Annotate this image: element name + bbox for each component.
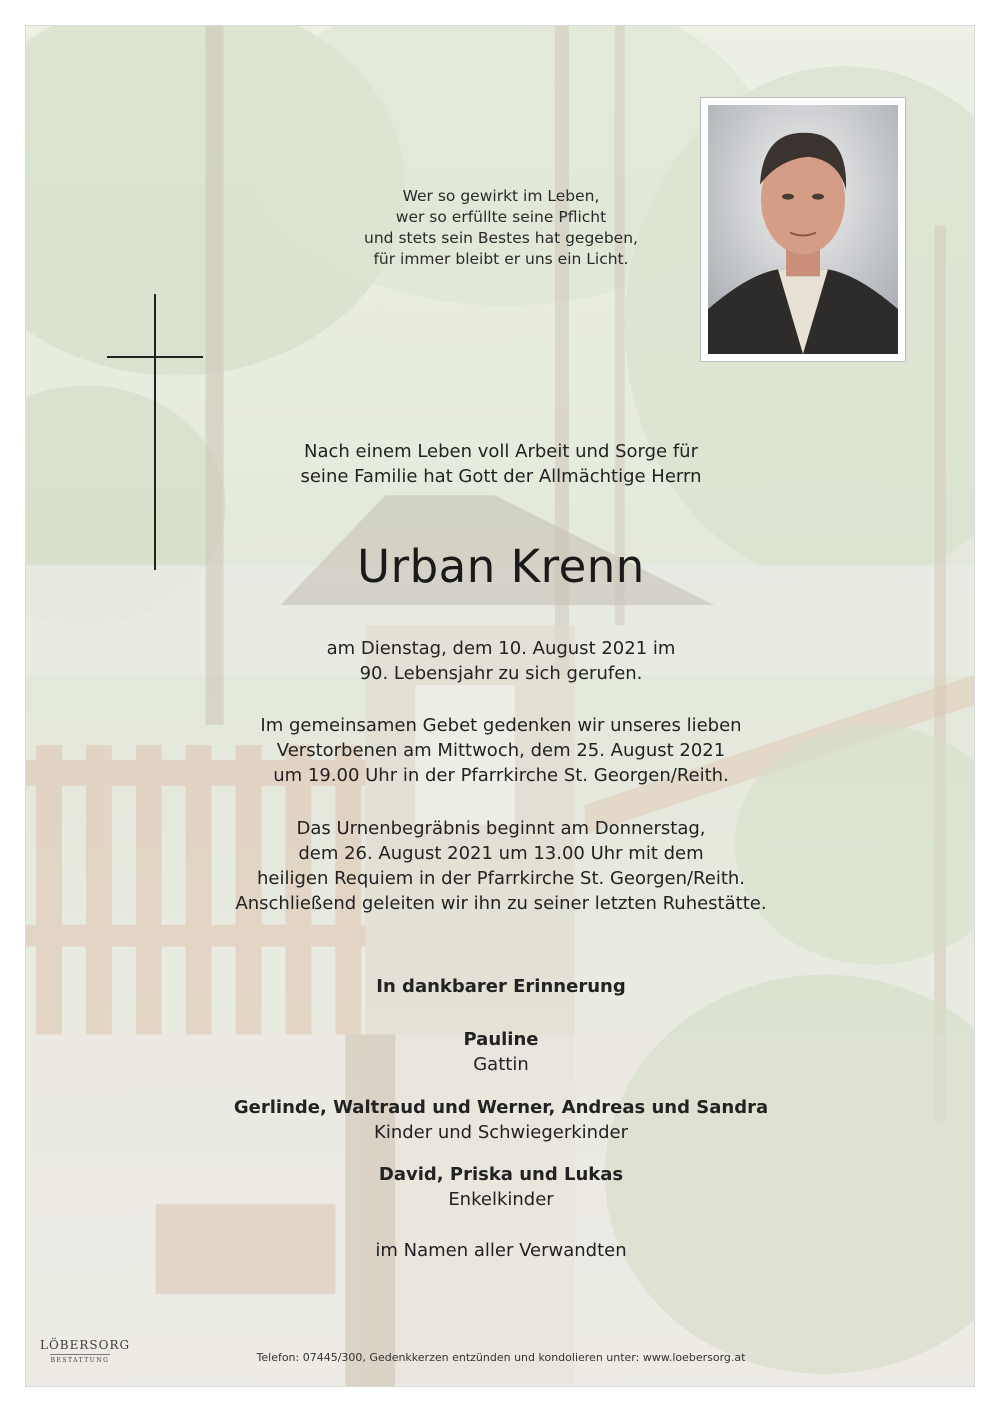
burial-line: dem 26. August 2021 um 13.00 Uhr mit dem <box>298 843 704 864</box>
logo-name: LÖBERSORG <box>40 1338 131 1352</box>
remembrance-heading: In dankbarer Erinnerung <box>376 976 626 997</box>
mourner-names: Pauline <box>463 1029 539 1050</box>
burial-notice <box>26 816 975 916</box>
prayer-line: um 19.00 Uhr in der Pfarrkirche St. Georgen/Reith. <box>273 765 729 786</box>
logo-subtitle: BESTATTUNG <box>50 1357 110 1364</box>
intro-text <box>26 439 975 489</box>
obituary-card <box>25 25 975 1387</box>
prayer-notice <box>26 713 975 788</box>
memorial-poem <box>251 186 751 270</box>
mourner-names: Gerlinde, Waltraud und Werner, Andreas und Sandra <box>233 1097 769 1118</box>
prayer-line: Verstorbenen am Mittwoch, dem 25. August 2021 <box>276 740 726 761</box>
poem-line: Wer so gewirkt im Leben, <box>402 187 600 205</box>
mourner-relation: Enkelkinder <box>448 1189 554 1210</box>
burial-line: heiligen Requiem in der Pfarrkirche St. Georgen/Reith. <box>256 868 746 889</box>
mourner-names: David, Priska und Lukas <box>378 1164 624 1185</box>
mourner-group <box>26 1095 975 1145</box>
mourner-group <box>26 1162 975 1212</box>
burial-line: Anschließend geleiten wir ihn zu seiner letzten Ruhestätte. <box>235 893 767 914</box>
intro-line: seine Familie hat Gott der Allmächtige Herrn <box>300 466 702 487</box>
poem-line: für immer bleibt er uns ein Licht. <box>373 250 629 268</box>
deceased-name: Urban Krenn <box>357 540 645 593</box>
mourner-relation: Gattin <box>473 1054 529 1075</box>
death-line: 90. Lebensjahr zu sich gerufen. <box>359 663 643 684</box>
death-line: am Dienstag, dem 10. August 2021 im <box>326 638 676 659</box>
mourner-group <box>26 1027 975 1077</box>
poem-line: und stets sein Bestes hat gegeben, <box>364 229 638 247</box>
prayer-line: Im gemeinsamen Gebet gedenken wir unseres lieben <box>260 715 742 736</box>
cross-icon <box>107 294 203 570</box>
death-notice <box>26 636 975 686</box>
poem-line: wer so erfüllte seine Pflicht <box>395 208 607 226</box>
burial-line: Das Urnenbegräbnis beginnt am Donnerstag, <box>296 818 706 839</box>
mourner-relation: Kinder und Schwiegerkinder <box>374 1122 628 1143</box>
closing-text: im Namen aller Verwandten <box>375 1240 627 1261</box>
footer-contact: Telefon: 07445/300, Gedenkkerzen entzünden und kondolieren unter: www.loebersorg.at <box>256 1351 746 1364</box>
portrait-photo <box>700 97 906 362</box>
intro-line: Nach einem Leben voll Arbeit und Sorge für <box>304 441 698 462</box>
